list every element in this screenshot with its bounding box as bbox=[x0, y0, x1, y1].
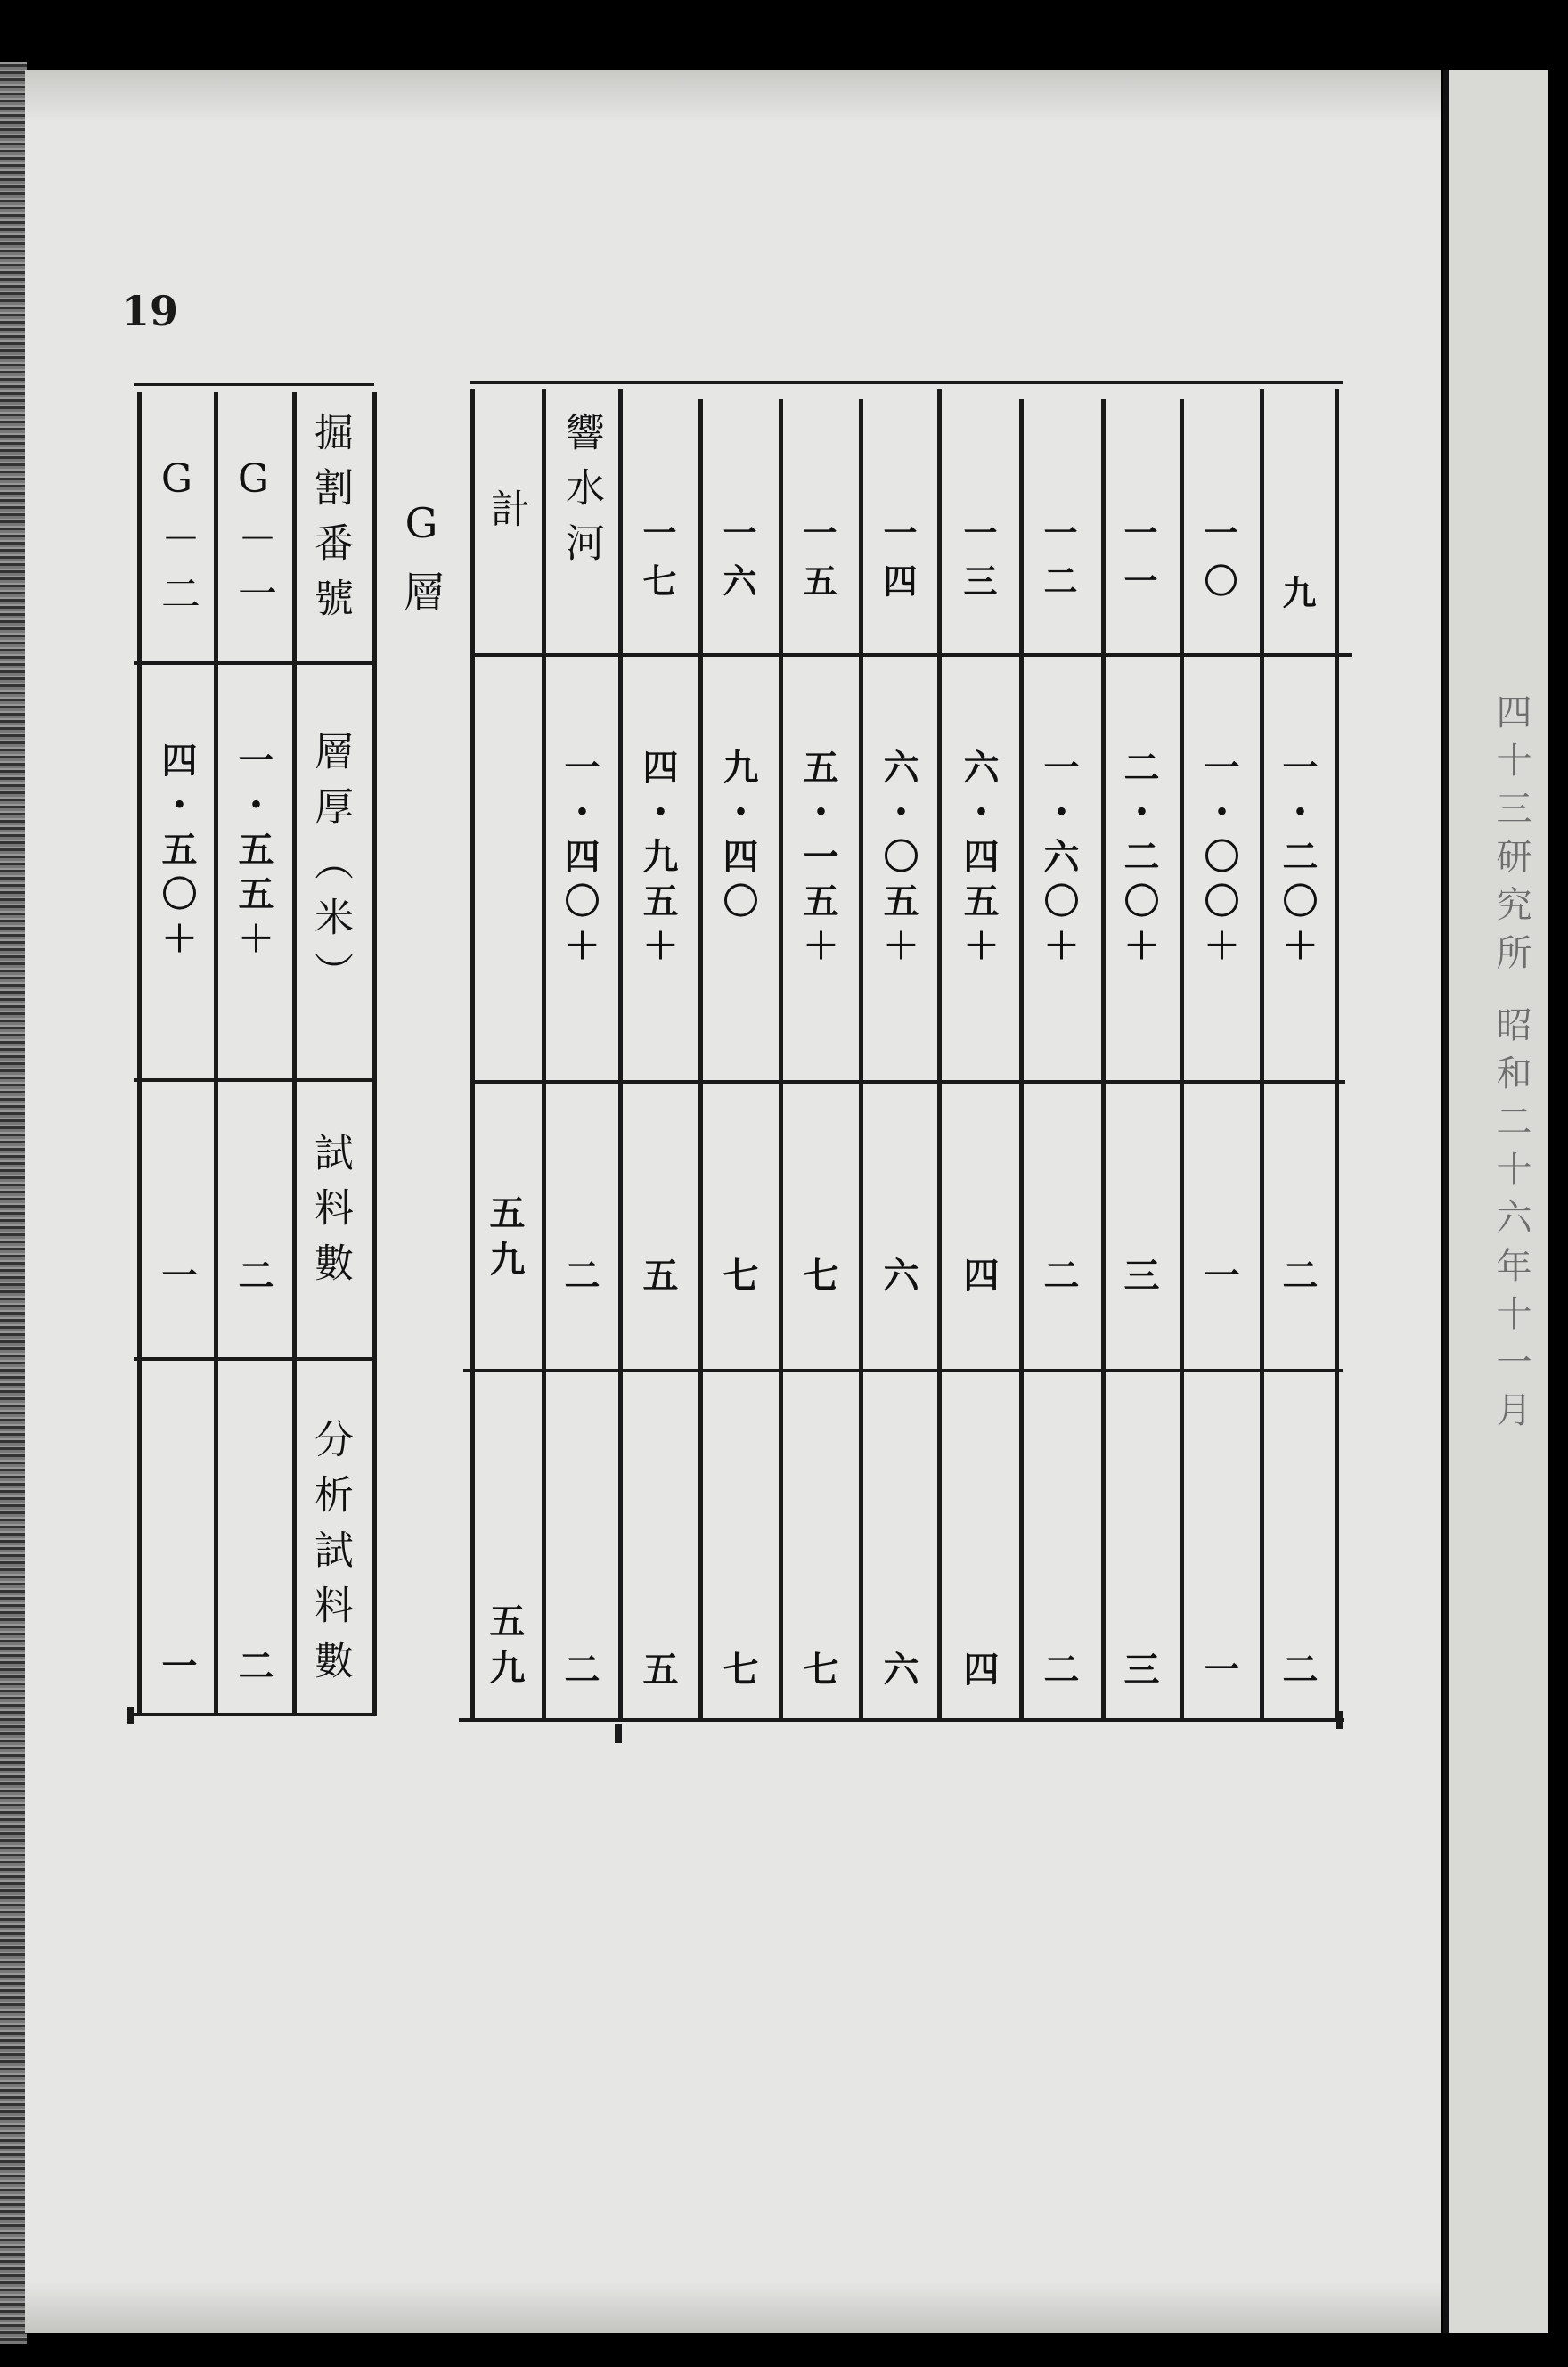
layer-thickness: 五・一五＋ bbox=[797, 749, 839, 971]
analyzed-count: 六 bbox=[878, 1650, 919, 1697]
right-table-divider bbox=[779, 399, 783, 1718]
layer-thickness: 一・四〇＋ bbox=[559, 749, 600, 971]
hole-number: 一〇 bbox=[1198, 515, 1238, 611]
right-table-divider bbox=[1260, 389, 1264, 1718]
left-table-row-rule-1 bbox=[134, 1078, 376, 1082]
sample-count: 五 bbox=[637, 1257, 679, 1303]
analyzed-count: 一 bbox=[156, 1647, 198, 1693]
left-table-bottom-rule bbox=[129, 1713, 377, 1716]
scanned-page bbox=[25, 70, 1441, 2333]
hole-number: 一六 bbox=[717, 515, 757, 611]
right-table-header-rule bbox=[474, 653, 1352, 657]
sample-count: 七 bbox=[797, 1257, 839, 1303]
right-table-row-rule-2 bbox=[463, 1369, 1343, 1372]
layer-thickness: 一・〇〇＋ bbox=[1198, 749, 1240, 971]
right-table-border-left bbox=[470, 389, 475, 1718]
layer-thickness: 六・四五＋ bbox=[958, 749, 1000, 971]
left-table-corner-mark bbox=[127, 1707, 134, 1724]
layer-thickness: 一・六〇＋ bbox=[1038, 749, 1080, 971]
hole-number: 一五 bbox=[797, 515, 837, 611]
left-table-border-right bbox=[372, 392, 377, 1713]
layer-thickness: 四・九五＋ bbox=[637, 749, 679, 971]
left-table-row-rule-2 bbox=[134, 1357, 376, 1361]
layer-thickness: 一・二〇＋ bbox=[1277, 749, 1319, 971]
analyzed-count: 二 bbox=[559, 1650, 600, 1697]
right-table-divider bbox=[937, 389, 942, 1718]
hole-number: 一三 bbox=[958, 515, 998, 611]
header-hole-number: 掘割番號 bbox=[307, 412, 353, 633]
hole-number: 一七 bbox=[637, 515, 677, 611]
sample-count: 一 bbox=[1198, 1257, 1240, 1303]
header-sample-count: 試料數 bbox=[307, 1132, 353, 1298]
sample-count: 二 bbox=[559, 1257, 600, 1303]
header-thickness: 層厚（米） bbox=[307, 731, 353, 1007]
sample-count: 二 bbox=[233, 1257, 274, 1303]
hole-number: 一二 bbox=[1038, 515, 1078, 611]
right-table-border-right bbox=[1335, 389, 1339, 1718]
analyzed-count: 三 bbox=[1118, 1650, 1160, 1697]
hole-number: G－二 bbox=[154, 456, 200, 628]
hole-number: 九 bbox=[1277, 575, 1317, 623]
sample-count: 六 bbox=[878, 1257, 919, 1303]
layer-thickness: 二・二〇＋ bbox=[1118, 749, 1160, 971]
adjacent-page-strip bbox=[1443, 70, 1548, 2333]
left-table-divider-1 bbox=[214, 392, 218, 1713]
analyzed-count: 七 bbox=[797, 1650, 839, 1697]
left-table-divider-2 bbox=[292, 392, 297, 1713]
layer-thickness: 一・五五＋ bbox=[233, 741, 274, 964]
hole-number: G－一 bbox=[231, 456, 276, 628]
adjacent-page-text: 四十三研究所 昭和二十六年十一月 bbox=[1490, 693, 1531, 1439]
page-number: 19 bbox=[121, 287, 179, 335]
sample-count: 二 bbox=[1038, 1257, 1080, 1303]
layer-thickness: 六・〇五＋ bbox=[878, 749, 919, 971]
right-table-bottom-rule bbox=[459, 1718, 1344, 1722]
hole-number: 一四 bbox=[878, 515, 918, 611]
analyzed-count: 七 bbox=[717, 1650, 759, 1697]
left-table-header-rule bbox=[134, 661, 376, 665]
scan-shadow-top bbox=[25, 70, 1441, 123]
right-table-divider bbox=[698, 399, 703, 1718]
header-analyzed-count: 分析試料數 bbox=[307, 1419, 353, 1695]
hole-number: 響水河 bbox=[559, 412, 604, 577]
right-table-row-rule-1 bbox=[474, 1080, 1345, 1084]
layer-title: G層 bbox=[397, 499, 445, 635]
analyzed-count: 二 bbox=[1038, 1650, 1080, 1697]
layer-thickness: 九・四〇 bbox=[717, 749, 759, 927]
analyzed-count: 二 bbox=[233, 1647, 274, 1693]
left-table-border-left bbox=[137, 392, 142, 1713]
total-label: 計 bbox=[484, 488, 529, 544]
right-table-divider bbox=[618, 389, 623, 1718]
right-table-divider bbox=[859, 399, 863, 1718]
sample-count: 二 bbox=[1277, 1257, 1319, 1303]
right-table-divider bbox=[1019, 399, 1024, 1718]
scan-shadow-bottom bbox=[25, 2281, 1441, 2333]
total-analyzed-count: 五九 bbox=[484, 1602, 526, 1695]
sample-count: 七 bbox=[717, 1257, 759, 1303]
right-table-top-rule bbox=[470, 381, 1343, 384]
right-table-corner-mark bbox=[1336, 1711, 1343, 1729]
sample-count: 四 bbox=[958, 1257, 1000, 1303]
right-table-divider bbox=[542, 389, 546, 1718]
analyzed-count: 四 bbox=[958, 1650, 1000, 1697]
sample-count: 一 bbox=[156, 1257, 198, 1303]
total-sample-count: 五九 bbox=[484, 1194, 526, 1287]
analyzed-count: 一 bbox=[1198, 1650, 1240, 1697]
scan-edge-left bbox=[0, 62, 27, 2344]
layer-thickness: 四・五〇＋ bbox=[156, 741, 198, 964]
right-table-column-mark bbox=[615, 1724, 622, 1743]
analyzed-count: 五 bbox=[637, 1650, 679, 1697]
sample-count: 三 bbox=[1118, 1257, 1160, 1303]
right-table-divider bbox=[1101, 399, 1106, 1718]
left-table-top-rule bbox=[134, 383, 374, 386]
right-table-divider bbox=[1180, 399, 1184, 1718]
analyzed-count: 二 bbox=[1277, 1650, 1319, 1697]
hole-number: 一一 bbox=[1118, 515, 1158, 611]
